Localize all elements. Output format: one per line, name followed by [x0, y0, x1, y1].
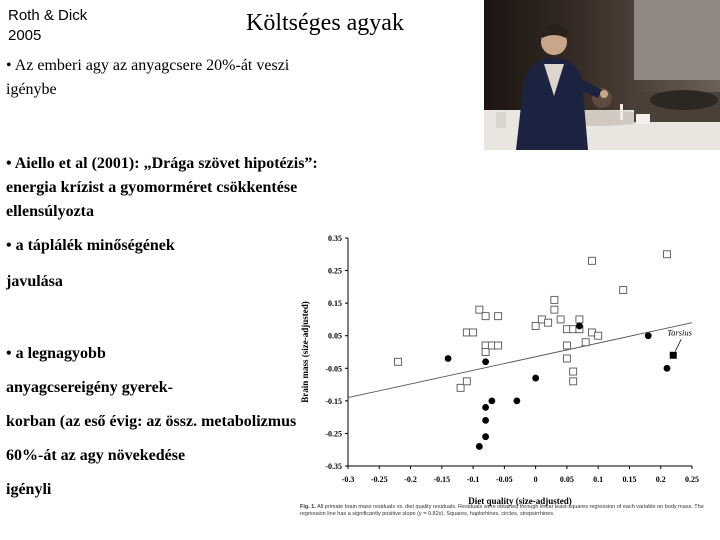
y-tick-label: 0.25: [328, 266, 342, 276]
data-point-square: [532, 322, 539, 329]
data-point-circle: [532, 375, 539, 382]
data-point-square: [563, 355, 570, 362]
data-point-square: [476, 306, 483, 313]
x-tick-label: -0.3: [341, 475, 355, 484]
data-point-circle: [482, 417, 489, 424]
x-tick-label: 0.25: [685, 475, 699, 484]
reference-year: 2005: [8, 27, 42, 44]
bullet-text: • a táplálék minőségének: [6, 237, 175, 254]
x-tick-label: 0.1: [593, 475, 604, 484]
reference: [8, 6, 87, 46]
data-point-square: [395, 358, 402, 365]
data-point-square: [570, 378, 577, 385]
data-point-circle: [576, 323, 583, 330]
bullet-text: • a legnagyobb: [6, 345, 106, 362]
x-tick-label: -0.2: [404, 475, 417, 484]
x-tick-label: -0.25: [370, 475, 388, 484]
x-tick-label: 0.15: [622, 475, 637, 484]
reference-authors: Roth & Dick: [8, 7, 88, 24]
data-point-square: [563, 342, 570, 349]
figure-caption: [300, 504, 710, 518]
bullet-text: javulása: [6, 273, 63, 290]
x-tick-label: 0: [533, 475, 538, 484]
x-axis-label: Diet quality (size-adjusted): [468, 496, 572, 506]
bullet-text: igénybe: [6, 81, 57, 98]
scatter-plot: [292, 228, 712, 508]
x-tick-label: 0.05: [559, 475, 574, 484]
photo: [484, 0, 720, 150]
data-point-tarsius: [670, 352, 677, 359]
data-point-square: [595, 332, 602, 339]
scatter-chart: [292, 228, 712, 513]
x-tick-label: -0.05: [496, 475, 513, 484]
data-point-square: [551, 306, 558, 313]
data-point-circle: [664, 365, 671, 372]
bullet-text: • Aiello et al (2001): „Drága szövet hipotézis”:: [6, 155, 318, 172]
bullet-text: igényli: [6, 481, 52, 498]
data-point-square: [463, 378, 470, 385]
y-tick-label: 0.05: [328, 331, 342, 341]
axes: [345, 238, 692, 469]
x-tick-label: 0.2: [655, 475, 666, 484]
data-point-square: [576, 316, 583, 323]
bullet-diet-quality: [6, 234, 175, 294]
bullet-text: 60%-át az agy növekedése: [6, 447, 186, 464]
bullet-text: korban (az eső évig: az össz. metabolizmus: [6, 413, 297, 430]
data-point-circle: [476, 443, 483, 450]
y-tick-label: -0.25: [325, 429, 342, 439]
data-point-square: [663, 251, 670, 258]
bullet-childhood-demand: [6, 342, 296, 502]
bullet-text: ellensúlyozta: [6, 203, 94, 220]
bullet-brain-metabolism: [6, 54, 289, 102]
bullet-expensive-tissue: [6, 152, 318, 224]
bullet-text: • Az emberi agy az anyagcsere 20%-át veszi: [6, 57, 290, 74]
data-point-square: [482, 349, 489, 356]
data-point-square: [620, 287, 627, 294]
data-point-square: [582, 339, 589, 346]
bullet-text: anyagcsereigény gyerek-: [6, 379, 173, 396]
data-point-square: [495, 313, 502, 320]
y-tick-label: -0.35: [325, 462, 342, 471]
y-tick-label: -0.05: [325, 364, 342, 374]
data-point-square: [470, 329, 477, 336]
data-point-square: [457, 384, 464, 391]
data-point-circle: [488, 397, 495, 404]
annotation-tarsius: Tarsius: [667, 327, 692, 338]
axis-labels: [300, 234, 699, 506]
caption-label: Fig. 1.: [300, 504, 316, 510]
photo-dining-scene-icon: [484, 0, 720, 150]
x-tick-label: -0.15: [433, 475, 451, 484]
annotation-pointer: [675, 339, 681, 351]
data-point-square: [482, 313, 489, 320]
slide-title: Költséges agyak: [246, 10, 404, 36]
data-point-square: [495, 342, 502, 349]
data-points: [395, 251, 677, 450]
data-point-circle: [445, 355, 452, 362]
data-point-circle: [482, 404, 489, 411]
y-tick-label: 0.35: [328, 234, 342, 243]
data-point-circle: [482, 358, 489, 365]
bullet-text: energia krízist a gyomorméret csökkentése: [6, 179, 298, 196]
x-tick-label: -0.1: [466, 475, 480, 484]
data-point-square: [557, 316, 564, 323]
y-tick-label: 0.15: [328, 299, 342, 309]
data-point-square: [545, 319, 552, 326]
data-point-circle: [482, 433, 489, 440]
data-point-square: [570, 368, 577, 375]
y-tick-label: -0.15: [325, 396, 342, 406]
data-point-square: [551, 296, 558, 303]
data-point-circle: [513, 397, 520, 404]
data-point-circle: [645, 332, 652, 339]
caption-text: All primate brain mass residuals vs. diet quality residuals. Residuals were obtained through linear least-squares regression of each variable on body mass. The regression line has a significantly positive slope (y = 0.82x). Squares, haplorhines, circles, strepsirrhines.: [300, 504, 704, 517]
data-point-square: [588, 257, 595, 264]
y-axis-label: Brain mass (size-adjusted): [300, 301, 310, 403]
